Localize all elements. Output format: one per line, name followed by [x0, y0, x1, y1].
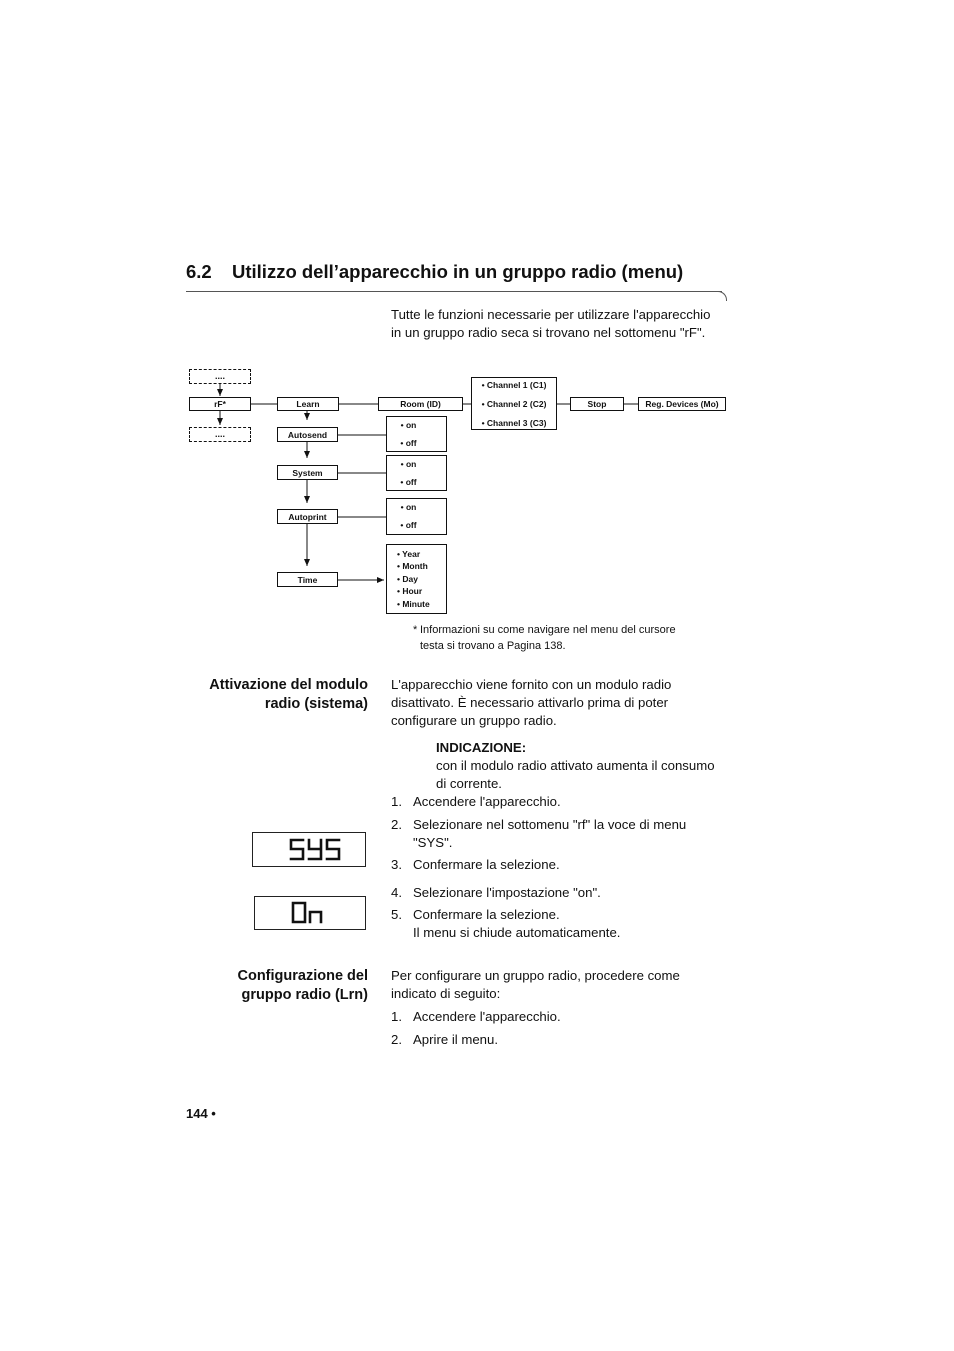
channel-2: • Channel 2 (C2) [481, 399, 547, 409]
note-line-2: di corrente. [436, 776, 502, 791]
box-stop: Stop [570, 397, 624, 411]
placeholder-top: .... [189, 369, 251, 384]
box-system-options [386, 455, 447, 491]
channel-1: • Channel 1 (C1) [481, 380, 547, 390]
box-reg-devices: Reg. Devices (Mo) [638, 397, 726, 411]
option-off: • off [400, 438, 417, 448]
box-channels [471, 377, 557, 430]
note-line-1: con il modulo radio attivato aumenta il consumo [436, 758, 715, 773]
configuration-heading [168, 967, 368, 1005]
box-time: Time [277, 572, 338, 587]
footnote-line-2: testa si trovano a Pagina 138. [420, 640, 566, 652]
box-system: System [277, 465, 338, 480]
note-block [436, 739, 715, 793]
option-off: • off [400, 520, 417, 530]
section-heading [186, 261, 683, 283]
section-number: 6.2 [186, 261, 212, 282]
box-rf: rF* [189, 397, 251, 411]
box-learn: Learn [277, 397, 339, 411]
activation-heading-line-2: radio (sistema) [264, 696, 368, 712]
intro-line-1: Tutte le funzioni necessarie per utilizzare l'apparecchio [391, 307, 711, 322]
activation-heading-line-1: Attivazione del modulo [209, 677, 368, 693]
box-autoprint-options [386, 498, 447, 535]
activation-text [391, 676, 671, 730]
configuration-text-line-2: indicato di seguito: [391, 986, 501, 1001]
heading-rule [186, 291, 722, 292]
option-day: • Day [397, 574, 418, 584]
activation-text-line-3: configurare un gruppo radio. [391, 713, 557, 728]
note-title: INDICAZIONE: [436, 740, 527, 755]
lcd-display-on [254, 896, 366, 930]
lcd-display-sys [252, 832, 366, 867]
configuration-heading-line-2: gruppo radio (Lrn) [241, 987, 368, 1003]
activation-heading [168, 676, 368, 714]
configuration-heading-line-1: Configurazione del [237, 968, 368, 984]
lcd-digits-sys [253, 833, 365, 866]
activation-text-line-2: disattivato. È necessario attivarlo prima di poter [391, 695, 669, 710]
heading-rule-hook [716, 291, 727, 301]
activation-text-line-1: L'apparecchio viene fornito con un modulo radio [391, 677, 672, 692]
box-room: Room (ID) [378, 397, 463, 411]
channel-3: • Channel 3 (C3) [481, 418, 547, 428]
option-month: • Month [397, 561, 428, 571]
option-on: • on [400, 459, 417, 469]
placeholder-bottom: .... [189, 427, 251, 442]
box-autoprint: Autoprint [277, 509, 338, 524]
box-time-options [386, 544, 447, 614]
box-autosend: Autosend [277, 427, 338, 442]
option-minute: • Minute [397, 599, 430, 609]
option-off: • off [400, 477, 417, 487]
footnote-star: * [413, 624, 418, 636]
intro-text [391, 306, 710, 342]
option-hour: • Hour [397, 586, 423, 596]
intro-line-2: in un gruppo radio seca si trovano nel sottomenu "rF". [391, 325, 706, 340]
lcd-digits-on [255, 897, 365, 929]
option-on: • on [400, 502, 417, 512]
configuration-text [391, 967, 680, 1003]
section-title: Utilizzo dell’apparecchio in un gruppo radio (menu) [232, 261, 684, 282]
footnote-line-1: Informazioni su come navigare nel menu del cursore [420, 624, 676, 636]
option-on: • on [400, 420, 417, 430]
option-year: • Year [397, 549, 421, 559]
box-autosend-options [386, 416, 447, 452]
configuration-text-line-1: Per configurare un gruppo radio, procedere come [391, 968, 680, 983]
page-number: 144 • [186, 1106, 216, 1121]
